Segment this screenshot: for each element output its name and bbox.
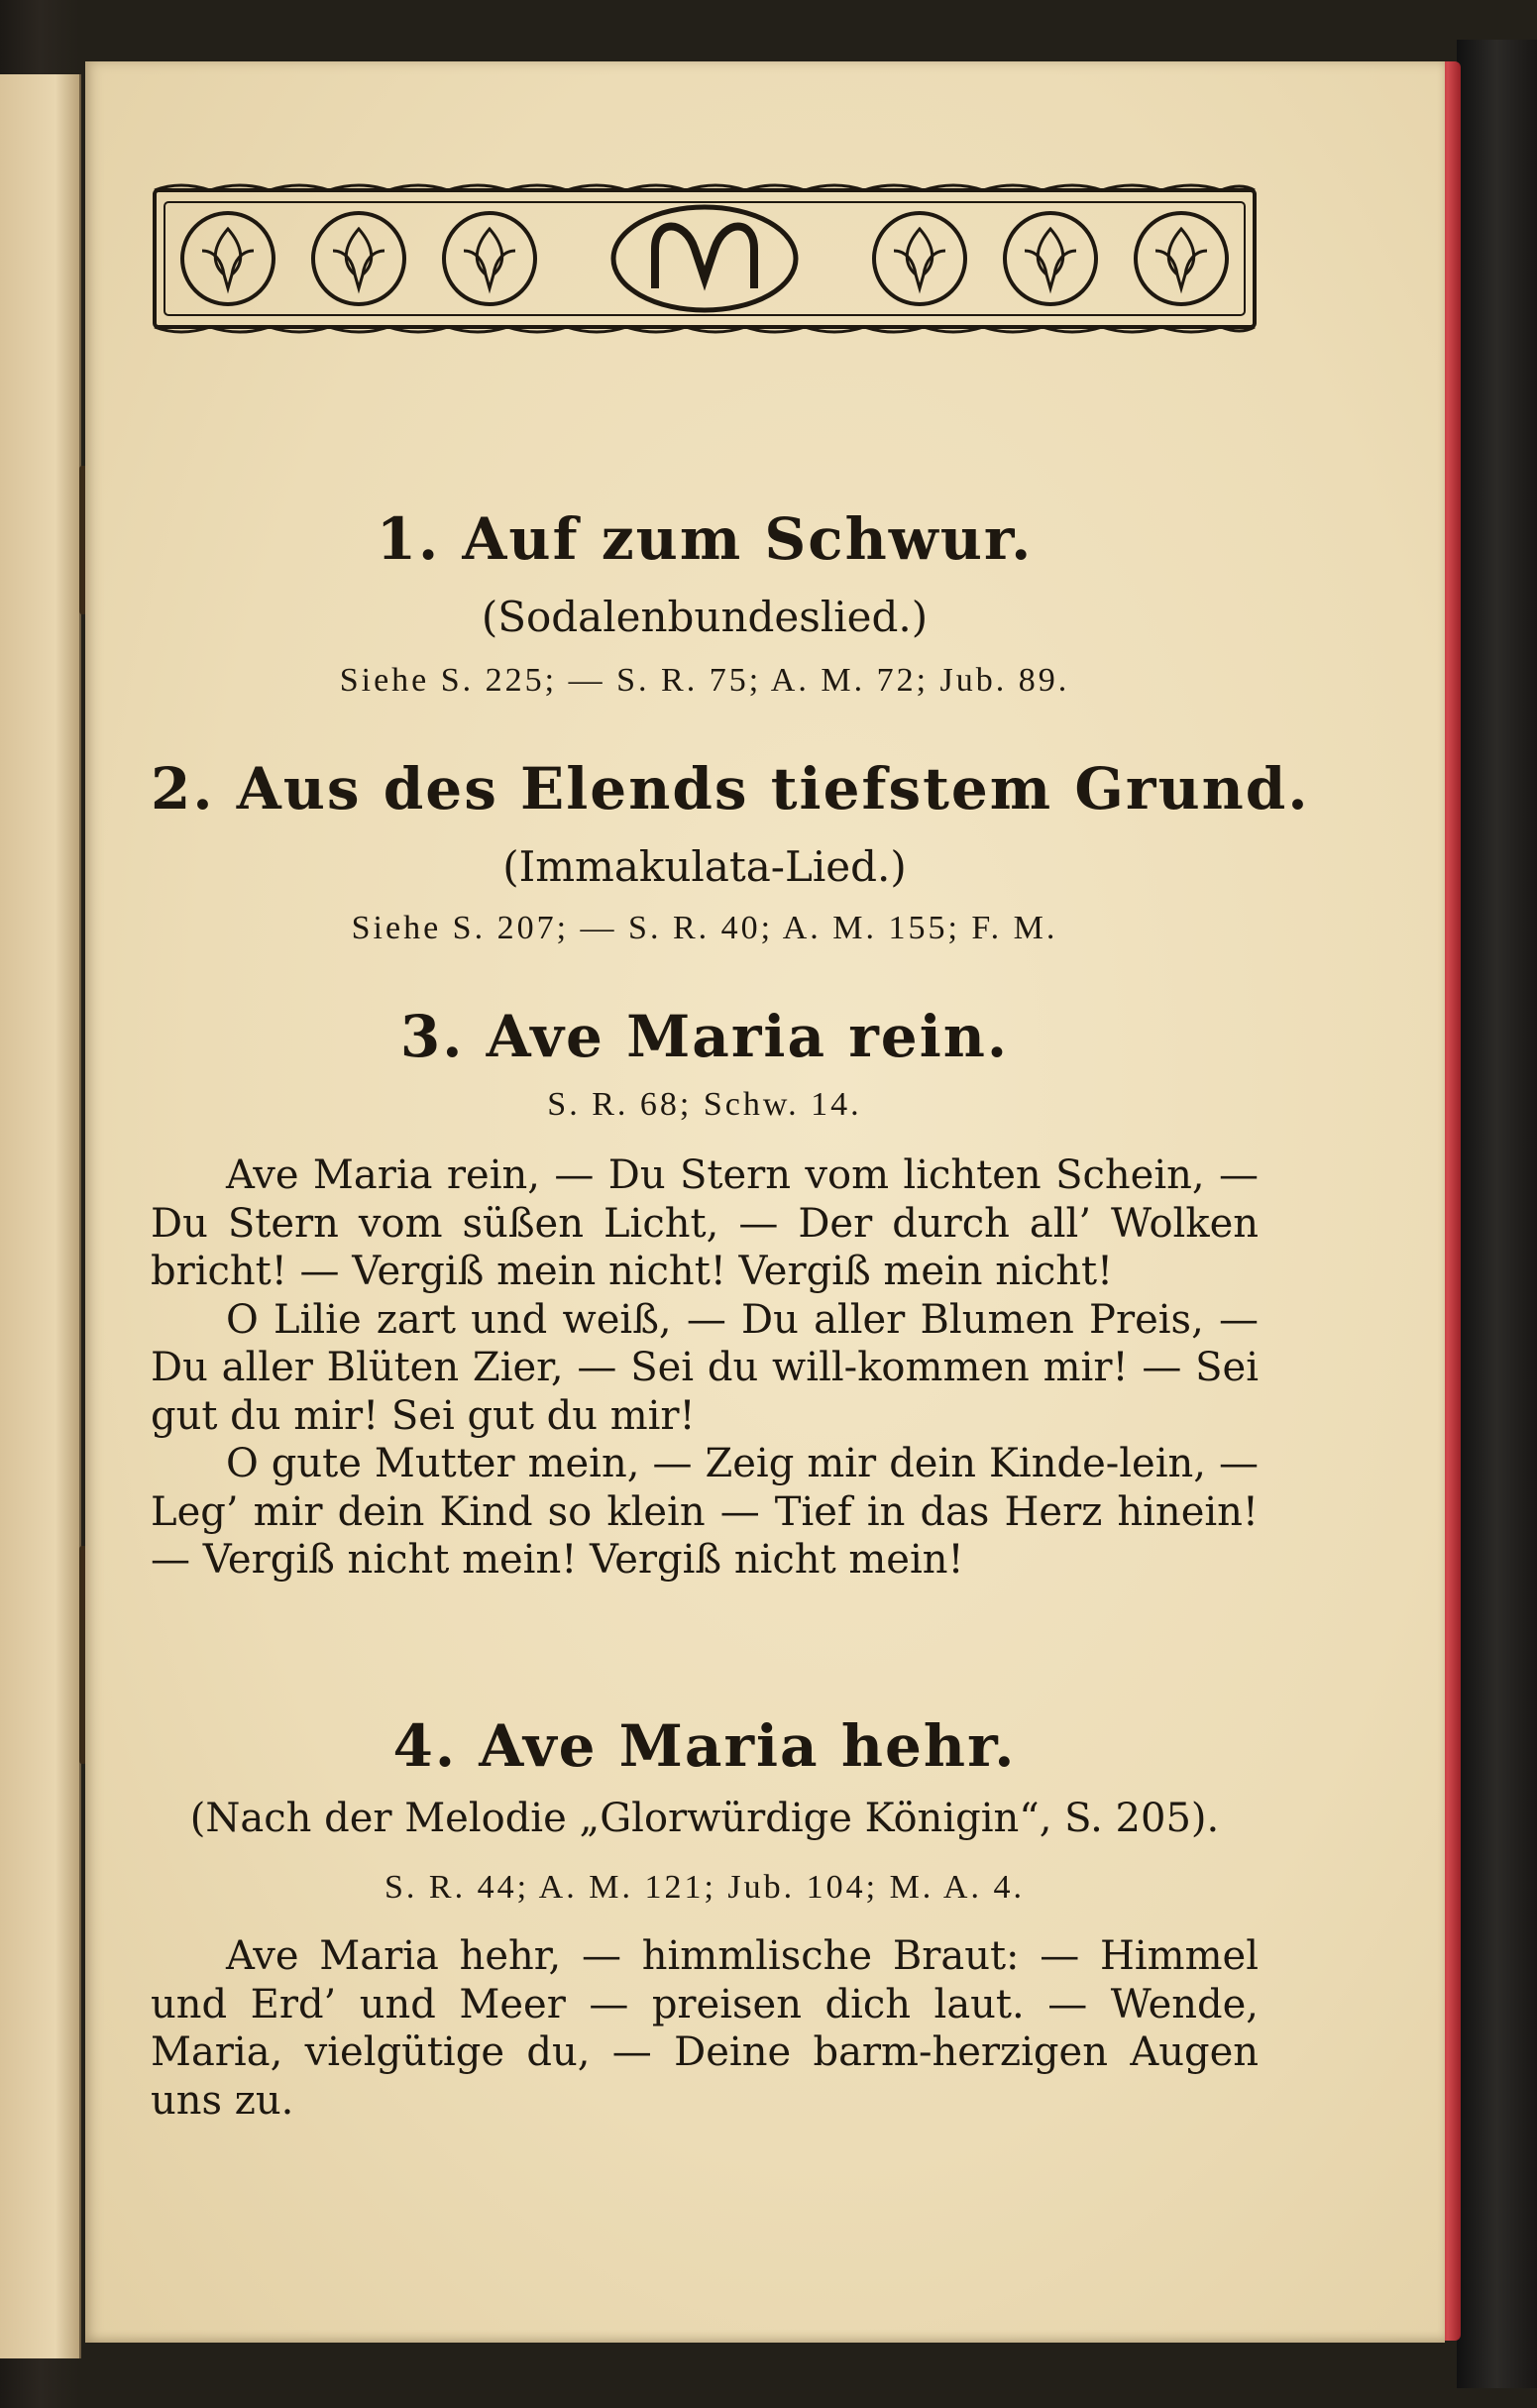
song-reference: Siehe S. 207; — S. R. 40; A. M. 155; F. M. bbox=[351, 910, 1058, 946]
verse: Ave Maria hehr, — himmlische Braut: — Himmel und Erd’ und Meer — preisen dich laut. — Wende, Maria, vielgütige du, — Deine barm-herzigen Augen uns zu. bbox=[151, 1933, 1259, 2124]
song-title: 1. Auf zum Schwur. bbox=[376, 505, 1034, 573]
song-reference: S. R. 44; A. M. 121; Jub. 104; M. A. 4. bbox=[384, 1869, 1025, 1906]
previous-page-edge bbox=[0, 74, 81, 2358]
ornament-header-icon bbox=[151, 180, 1259, 337]
song-title: 2. Aus des Elends tiefstem Grund. bbox=[151, 755, 1310, 822]
song-text bbox=[151, 1932, 1259, 2125]
song-text bbox=[151, 1151, 1259, 1585]
song-title: 4. Ave Maria hehr. bbox=[392, 1712, 1017, 1780]
song-subtitle: (Nach der Melodie „Glorwürdige Königin“, S. 205). bbox=[189, 1796, 1220, 1841]
song-reference: Siehe S. 225; — S. R. 75; A. M. 72; Jub. 89. bbox=[339, 662, 1070, 699]
song-subtitle: (Sodalenbundeslied.) bbox=[481, 593, 929, 641]
song-subtitle: (Immakulata-Lied.) bbox=[502, 842, 907, 891]
book-cover-edge bbox=[1457, 40, 1537, 2388]
song-title: 3. Ave Maria rein. bbox=[399, 1003, 1010, 1070]
verse: O Lilie zart und weiß, — Du aller Blumen Preis, — Du aller Blüten Zier, — Sei du will-kommen mir! — Sei gut du mir! Sei gut du mir! bbox=[151, 1296, 1259, 1439]
song-reference: S. R. 68; Schw. 14. bbox=[547, 1086, 862, 1123]
verse: O gute Mutter mein, — Zeig mir dein Kinde-lein, — Leg’ mir dein Kind so klein — Tief in das Herz hinein! — Vergiß nicht mein! Vergiß nicht mein! bbox=[151, 1441, 1259, 1583]
verse: Ave Maria rein, — Du Stern vom lichten Schein, — Du Stern vom süßen Licht, — Der durch all’ Wolken bricht! — Vergiß mein nicht! Vergiß mein nicht! bbox=[151, 1152, 1259, 1294]
